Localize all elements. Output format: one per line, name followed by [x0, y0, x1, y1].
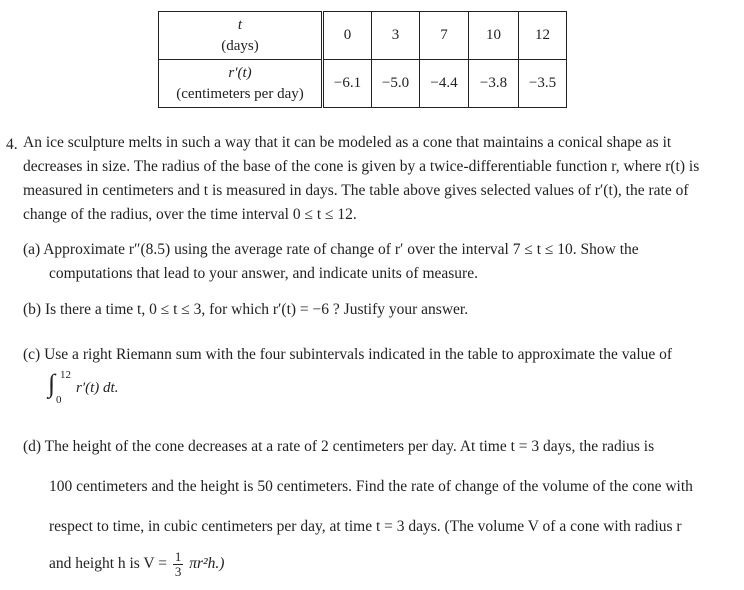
t-value-cell: 7	[420, 12, 469, 60]
problem-intro-line-4: change of the radius, over the time interval 0 ≤ t ≤ 12.	[23, 206, 357, 223]
t-value-cell: 3	[372, 12, 420, 60]
rprime-value-cell: −6.1	[323, 60, 372, 108]
rprime-header-unit: (centimeters per day)	[176, 85, 304, 102]
problem-intro-line-3: measured in centimeters and t is measured in days. The table above gives selected values of r′(t), the rate of	[23, 182, 689, 199]
t-value-cell: 12	[519, 12, 567, 60]
integral-lower-limit: 0	[56, 394, 62, 406]
part-d-line-2: 100 centimeters and the height is 50 centimeters. Find the rate of change of the volume of the cone with	[49, 478, 693, 495]
table-row-rprime	[159, 60, 567, 108]
fraction-denominator: 3	[174, 564, 182, 579]
problem-number: 4.	[6, 136, 18, 153]
part-d-line-4	[49, 550, 224, 579]
rprime-header-var: r′(t)	[228, 64, 252, 81]
fraction-numerator: 1	[174, 549, 182, 564]
t-value-cell: 10	[469, 12, 519, 60]
part-b-line-1: (b) Is there a time t, 0 ≤ t ≤ 3, for which r′(t) = −6 ? Justify your answer.	[23, 301, 469, 318]
part-a-line-1: (a) Approximate r″(8.5) using the average rate of change of r′ over the interval 7 ≤ t ≤ 10. Show the	[23, 241, 639, 258]
rprime-value-cell: −3.5	[519, 60, 567, 108]
part-d-line-4-pre: and height h is V =	[49, 555, 167, 573]
integrand: r′(t) dt.	[76, 380, 119, 396]
part-d-line-1: (d) The height of the cone decreases at a rate of 2 centimeters per day. At time t = 3 days, the radius is	[23, 438, 655, 455]
t-header-var: t	[237, 16, 243, 33]
rprime-value-cell: −4.4	[420, 60, 469, 108]
t-value-cell: 0	[323, 12, 372, 60]
part-d-line-3: respect to time, in cubic centimeters per day, at time t = 3 days. (The volume V of a cone with radius r	[49, 518, 682, 535]
integral-upper-limit: 12	[60, 369, 71, 381]
volume-fraction	[173, 550, 184, 579]
integral-sign: ∫	[48, 369, 56, 398]
rprime-value-cell: −3.8	[469, 60, 519, 108]
rprime-value-cell: −5.0	[372, 60, 420, 108]
part-c-integral	[48, 369, 168, 414]
t-header-cell	[159, 12, 323, 60]
table-row-t	[159, 12, 567, 60]
part-a-line-2: computations that lead to your answer, and indicate units of measure.	[49, 265, 478, 282]
part-d-line-4-post: πr²h.)	[189, 555, 225, 573]
problem-intro-line-1: An ice sculpture melts in such a way that it can be modeled as a cone that maintains a conical shape as it	[23, 134, 672, 151]
values-table	[158, 11, 567, 108]
problem-intro-line-2: decreases in size. The radius of the base of the cone is given by a twice-differentiable function r, where r(t) is	[23, 158, 700, 175]
part-c-line-1: (c) Use a right Riemann sum with the four subintervals indicated in the table to approximate the value of	[23, 346, 673, 363]
t-header-unit: (days)	[221, 37, 259, 54]
rprime-header-cell	[159, 60, 323, 108]
